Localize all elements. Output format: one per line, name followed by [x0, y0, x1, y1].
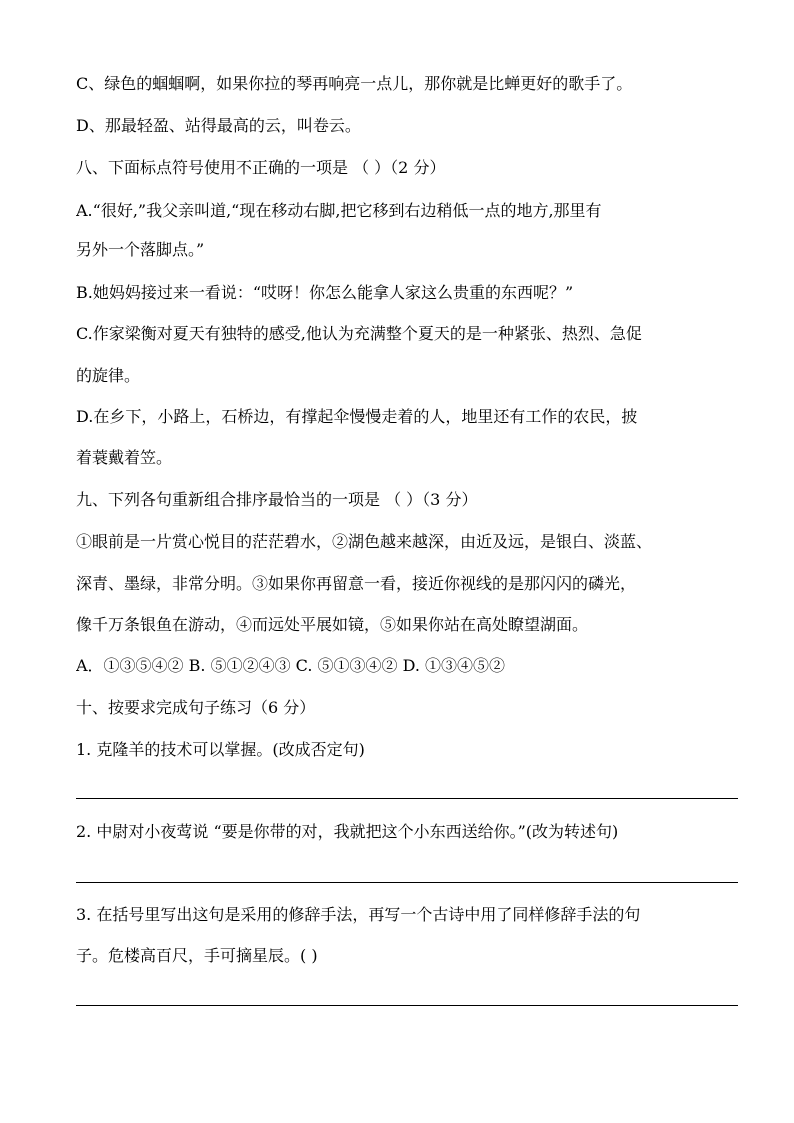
question-8-option-c: C.作家梁衡对夏天有独特的感受,他认为充满整个夏天的是一种紧张、热烈、急促 [76, 324, 642, 343]
answer-line-1[interactable] [76, 798, 738, 799]
question-9-passage-2: 深青、墨绿，非常分明。③如果你再留意一看，接近你视线的是那闪闪的磷光， [76, 574, 637, 593]
question-8-option-a-cont: 另外一个落脚点。” [76, 240, 205, 259]
question-8-option-a: A.“很好,”我父亲叫道,“现在移动右脚,把它移到右边稍低一点的地方,那里有 [76, 201, 602, 220]
question-8-option-d-cont: 着蓑戴着笠。 [76, 448, 173, 467]
option-d-line: D、那最轻盈、站得最高的云，叫卷云。 [76, 116, 361, 135]
question-8-option-b: B.她妈妈接过来一看说：“哎呀！你怎么能拿人家这么贵重的东西呢？” [76, 283, 574, 302]
question-10-item-2: 2. 中尉对小夜莺说 “要是你带的对，我就把这个小东西送给你。”(改为转述句) [76, 822, 619, 841]
question-8-option-d: D.在乡下，小路上，石桥边，有撑起伞慢慢走着的人，地里还有工作的农民，披 [76, 407, 638, 426]
question-8-title: 八、下面标点符号使用不正确的一项是 （ ）（2 分） [76, 158, 446, 177]
question-10-item-1: 1. 克隆羊的技术可以掌握。(改成否定句) [76, 740, 365, 759]
question-9-passage-3: 像千万条银鱼在游动，④而远处平展如镜，⑤如果你站在高处瞭望湖面。 [76, 615, 589, 634]
question-9-passage-1: ①眼前是一片赏心悦目的茫茫碧水，②湖色越来越深，由近及远，是银白、淡蓝、 [76, 532, 653, 551]
question-10-item-3-cont: 子。危楼高百尺，手可摘星辰。( ) [76, 946, 318, 965]
question-9-title: 九、下列各句重新组合排序最恰当的一项是 （ ）（3 分） [76, 490, 478, 509]
question-10-item-3: 3. 在括号里写出这句是采用的修辞手法，再写一个古诗中用了同样修辞手法的句 [76, 905, 641, 924]
option-c-line: C、绿色的蝈蝈啊，如果你拉的琴再响亮一点儿，那你就是比蝉更好的歌手了。 [76, 74, 633, 93]
answer-line-3[interactable] [76, 1005, 738, 1006]
question-9-options: A．①③⑤④② B. ⑤①②④③ C. ⑤①③④② D. ①③④⑤② [76, 656, 506, 675]
question-10-title: 十、按要求完成句子练习（6 分） [76, 698, 316, 717]
answer-line-2[interactable] [76, 882, 738, 883]
question-8-option-c-cont: 的旋律。 [76, 366, 141, 385]
